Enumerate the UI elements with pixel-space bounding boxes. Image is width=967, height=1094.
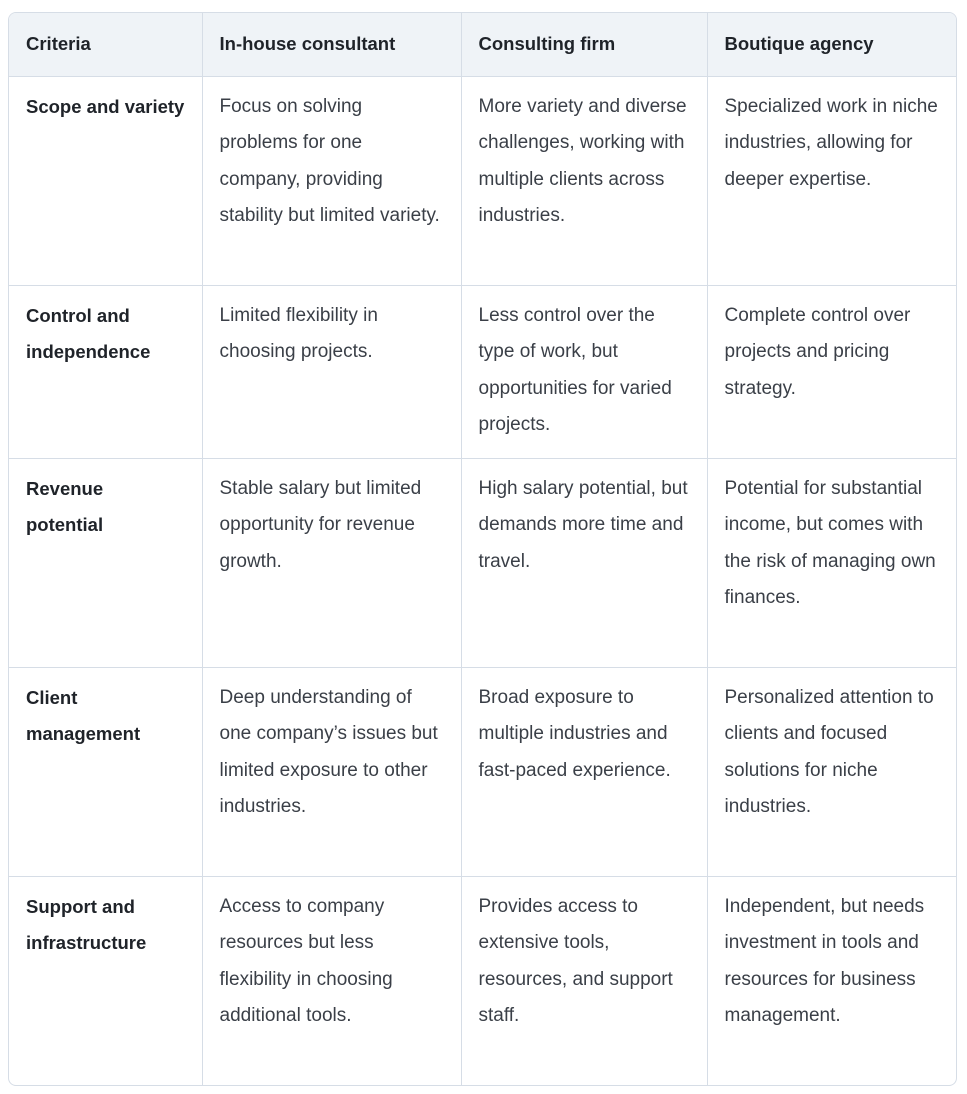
comparison-table-container	[8, 12, 957, 1086]
table-row	[9, 876, 957, 1085]
header-in-house-consultant: In-house consultant	[202, 13, 461, 76]
header-criteria: Criteria	[9, 13, 202, 76]
criteria-cell: Client management	[9, 667, 202, 876]
in-house-cell: Stable salary but limited opportunity for revenue growth.	[202, 458, 461, 667]
in-house-cell: Focus on solving problems for one company, providing stability but limited variety.	[202, 76, 461, 285]
boutique-agency-cell: Independent, but needs investment in tools and resources for business management.	[724, 895, 925, 1026]
criteria-cell: Control and independence	[9, 285, 202, 458]
table-header	[9, 13, 957, 76]
consulting-firm-cell: Broad exposure to multiple industries and fast-paced experience.	[461, 667, 707, 876]
consulting-firm-cell: More variety and diverse challenges, working with multiple clients across industries.	[461, 76, 707, 285]
table-row	[9, 458, 957, 667]
criteria-cell: Support and infrastructure	[9, 876, 202, 1085]
boutique-agency-cell: Personalized attention to clients and focused solutions for niche industries.	[707, 667, 957, 876]
in-house-cell: Deep understanding of one company’s issues but limited exposure to other industries.	[202, 667, 461, 876]
table-body	[9, 76, 957, 1085]
boutique-agency-cell: Complete control over projects and pricing strategy.	[707, 285, 957, 458]
criteria-cell: Scope and variety	[9, 76, 202, 285]
consulting-firm-cell: Provides access to extensive tools, resources, and support staff.	[461, 876, 707, 1085]
header-consulting-firm: Consulting firm	[461, 13, 707, 76]
in-house-cell: Limited flexibility in choosing projects.	[202, 285, 461, 458]
criteria-cell: Revenue potential	[9, 458, 202, 667]
consulting-firm-cell: High salary potential, but demands more time and travel.	[461, 458, 707, 667]
boutique-agency-cell: Potential for substantial income, but comes with the risk of managing own finances.	[707, 458, 957, 667]
table-row	[9, 285, 957, 458]
table-row	[9, 76, 957, 285]
in-house-cell: Access to company resources but less flexibility in choosing additional tools.	[202, 876, 461, 1085]
header-row	[9, 13, 957, 76]
table-row	[9, 667, 957, 876]
consulting-firm-cell: Less control over the type of work, but opportunities for varied projects.	[461, 285, 707, 458]
header-boutique-agency: Boutique agency	[707, 13, 957, 76]
comparison-table	[9, 13, 957, 1085]
boutique-agency-cell: Specialized work in niche industries, allowing for deeper expertise.	[707, 76, 957, 285]
